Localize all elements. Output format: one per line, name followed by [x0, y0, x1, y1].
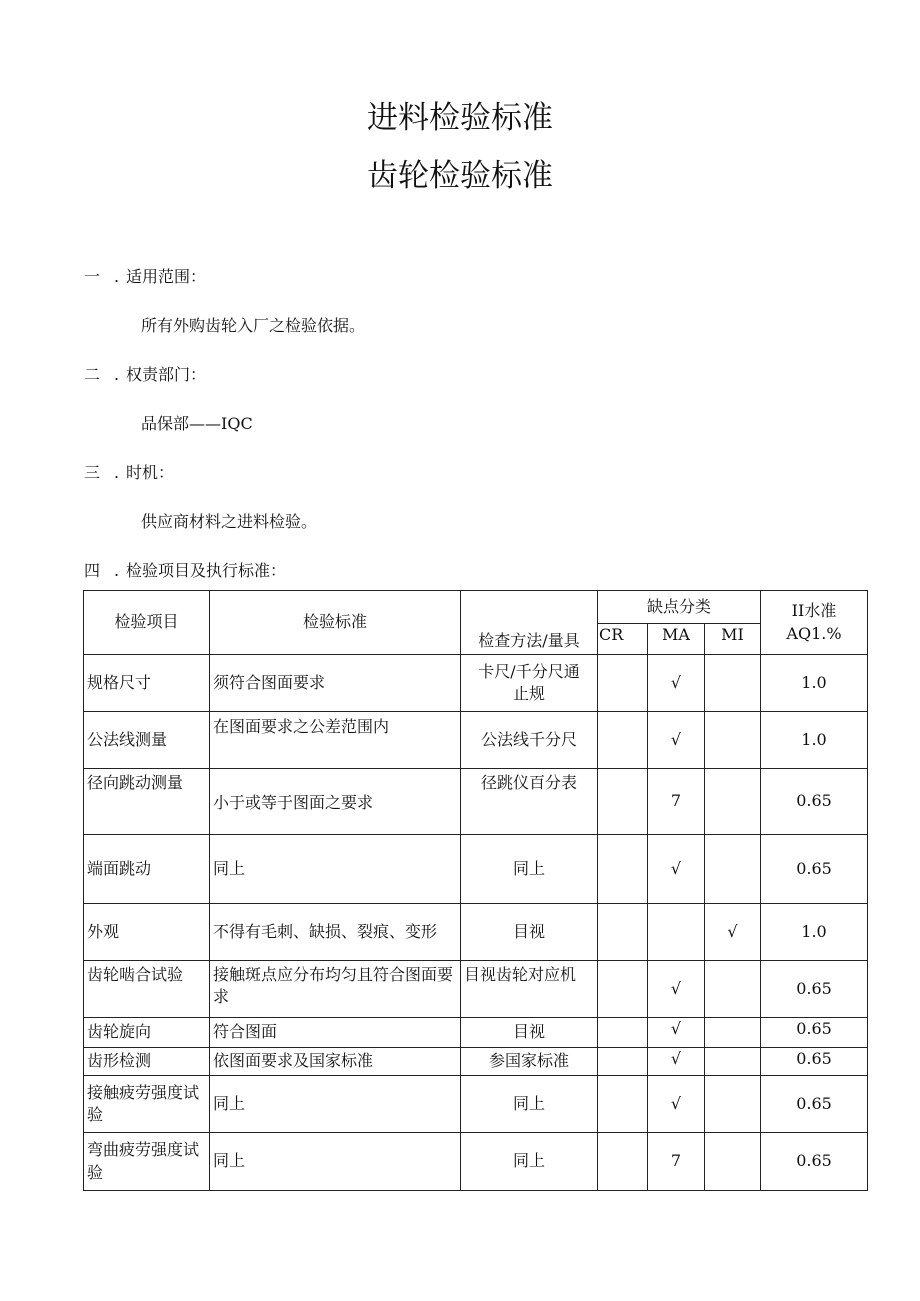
cell-method: 同上 [461, 1076, 598, 1133]
cell-aql: 0.65 [761, 1018, 868, 1048]
cell-item: 齿轮啮合试验 [84, 961, 210, 1018]
cell-mi: √ [705, 904, 761, 961]
cell-method: 同上 [461, 835, 598, 904]
table-row [84, 835, 868, 904]
cell-standard: 同上 [210, 835, 461, 904]
cell-aql: 0.65 [761, 835, 868, 904]
cell-aql: 0.65 [761, 1048, 868, 1076]
cell-standard: 符合图面 [210, 1018, 461, 1048]
table-header-row [84, 591, 868, 624]
header-defect-class: 缺点分类 [598, 591, 761, 624]
cell-ma: √ [648, 1076, 705, 1133]
cell-aql: 1.0 [761, 655, 868, 712]
cell-method: 目视 [461, 1018, 598, 1048]
cell-item: 端面跳动 [84, 835, 210, 904]
header-mi: MI [705, 624, 761, 655]
cell-aql: 0.65 [761, 1133, 868, 1191]
cell-standard: 同上 [210, 1133, 461, 1191]
section-dot: . [114, 561, 120, 580]
cell-ma: 7 [648, 769, 705, 835]
cell-standard: 须符合图面要求 [210, 655, 461, 712]
cell-cr [598, 1133, 648, 1191]
section-number: 三 [84, 463, 101, 482]
cell-aql: 1.0 [761, 712, 868, 769]
cell-standard: 接触斑点应分布均匀且符合图面要求 [210, 961, 461, 1018]
header-ma: MA [648, 624, 705, 655]
document-title: 进料检验标准 [367, 100, 553, 136]
cell-aql: 0.65 [761, 961, 868, 1018]
cell-ma: √ [648, 835, 705, 904]
cell-mi [705, 769, 761, 835]
section-number: 四 [84, 561, 101, 580]
cell-standard: 依图面要求及国家标准 [210, 1048, 461, 1076]
cell-ma: 7 [648, 1133, 705, 1191]
header-cr: CR [598, 624, 648, 655]
section-body-scope: 所有外购齿轮入厂之检验依据。 [141, 316, 366, 335]
header-standard: 检验标准 [210, 591, 461, 655]
table-row [84, 1018, 868, 1048]
cell-method: 公法线千分尺 [461, 712, 598, 769]
section-dot: . [114, 463, 120, 482]
cell-mi [705, 655, 761, 712]
cell-ma: √ [648, 1048, 705, 1076]
section-heading-text: 适用范围： [126, 267, 207, 286]
cell-cr [598, 1048, 648, 1076]
inspection-standard-table [83, 590, 868, 1191]
cell-aql: 0.65 [761, 769, 868, 835]
cell-standard: 同上 [210, 1076, 461, 1133]
cell-cr [598, 835, 648, 904]
cell-method: 径跳仪百分表 [461, 769, 598, 835]
section-body-responsibility: 品保部——IQC [141, 414, 253, 433]
cell-mi [705, 961, 761, 1018]
cell-ma: √ [648, 1018, 705, 1048]
cell-cr [598, 1018, 648, 1048]
cell-ma: √ [648, 961, 705, 1018]
header-aql-value: AQ1.% [786, 623, 842, 643]
cell-method: 卡尺/千分尺通止规 [461, 655, 598, 712]
cell-cr [598, 655, 648, 712]
table-row [84, 1076, 868, 1133]
cell-cr [598, 1076, 648, 1133]
cell-item: 齿轮旋向 [84, 1018, 210, 1048]
cell-mi [705, 712, 761, 769]
cell-mi [705, 1018, 761, 1048]
cell-aql: 0.65 [761, 1076, 868, 1133]
cell-method: 目视 [461, 904, 598, 961]
cell-item: 接触疲劳强度试验 [84, 1076, 210, 1133]
cell-method: 参国家标准 [461, 1048, 598, 1076]
cell-cr [598, 769, 648, 835]
cell-standard: 在图面要求之公差范围内 [210, 712, 461, 769]
cell-standard: 不得有毛刺、缺损、裂痕、变形 [210, 904, 461, 961]
section-heading-responsibility [84, 362, 206, 385]
cell-item: 规格尺寸 [84, 655, 210, 712]
cell-cr [598, 712, 648, 769]
cell-mi [705, 1133, 761, 1191]
table-row [84, 961, 868, 1018]
cell-cr [598, 961, 648, 1018]
cell-ma: √ [648, 712, 705, 769]
section-heading-text: 权责部门： [126, 365, 207, 384]
section-heading-scope [84, 264, 206, 287]
cell-cr [598, 904, 648, 961]
header-item: 检验项目 [84, 591, 210, 655]
table-row [84, 712, 868, 769]
cell-item: 弯曲疲劳强度试验 [84, 1133, 210, 1191]
cell-ma: √ [648, 655, 705, 712]
cell-item: 公法线测量 [84, 712, 210, 769]
cell-mi [705, 1076, 761, 1133]
section-heading-inspection-items [84, 558, 286, 581]
cell-method: 目视齿轮对应机 [461, 961, 598, 1018]
section-number: 二 [84, 365, 101, 384]
cell-item: 外观 [84, 904, 210, 961]
section-dot: . [114, 267, 120, 286]
table-row [84, 769, 868, 835]
header-aql [761, 591, 868, 655]
cell-item: 齿形检测 [84, 1048, 210, 1076]
header-aql-level: II水准 [791, 601, 837, 621]
section-heading-timing [84, 460, 174, 483]
table-row [84, 655, 868, 712]
cell-method: 同上 [461, 1133, 598, 1191]
header-method: 检查方法/量具 [461, 591, 598, 655]
section-dot: . [114, 365, 120, 384]
section-heading-text: 时机： [126, 463, 175, 482]
cell-item: 径向跳动测量 [84, 769, 210, 835]
section-heading-text: 检验项目及执行标准： [126, 561, 287, 580]
table-row [84, 1133, 868, 1191]
cell-aql: 1.0 [761, 904, 868, 961]
document-subtitle: 齿轮检验标准 [367, 158, 553, 194]
table-row [84, 1048, 868, 1076]
cell-standard: 小于或等于图面之要求 [210, 769, 461, 835]
cell-mi [705, 835, 761, 904]
section-body-timing: 供应商材料之进料检验。 [141, 512, 318, 531]
cell-mi [705, 1048, 761, 1076]
section-number: 一 [84, 267, 101, 286]
cell-ma [648, 904, 705, 961]
table-row [84, 904, 868, 961]
